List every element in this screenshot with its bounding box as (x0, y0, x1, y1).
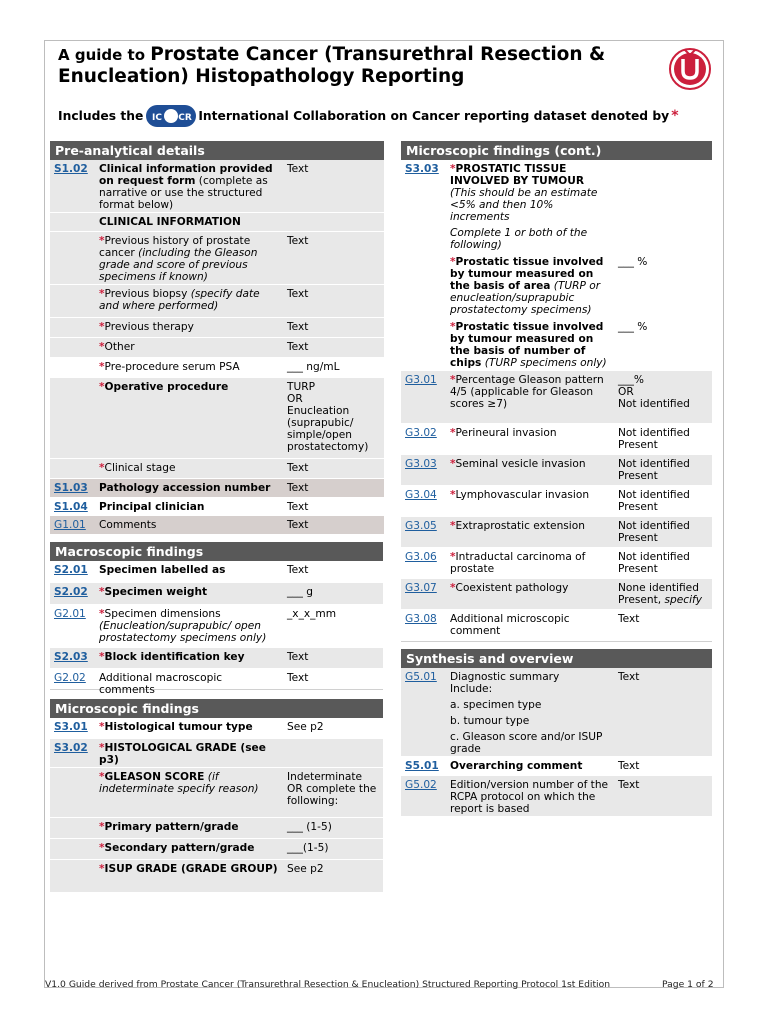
code-link[interactable]: G3.08 (405, 613, 437, 625)
includes-after: International Collaboration on Cancer reporting dataset denoted by (198, 109, 670, 123)
table-row (50, 479, 384, 498)
section-heading: Macroscopic findings (50, 542, 383, 561)
code-link[interactable]: G3.05 (405, 520, 437, 532)
value-line: Present (618, 470, 658, 482)
row-note: (if indeterminate specify reason) (99, 771, 259, 795)
row-value: Text (287, 321, 309, 333)
value-line: OR (618, 386, 634, 398)
row-label: Edition/version number of the RCPA protocol on which the report is based (450, 779, 609, 815)
code-link[interactable]: G3.07 (405, 582, 437, 594)
row-label: Seminal vesicle invasion (455, 458, 586, 470)
table-row (50, 160, 384, 213)
value-line: Indeterminate (287, 771, 363, 783)
row-note: (TURP specimens only) (481, 357, 607, 369)
code-link[interactable]: G5.01 (405, 671, 437, 683)
table-row: S3.01 *Histological tumour type See p2 (50, 718, 383, 739)
pre-analytical-section (50, 141, 384, 535)
code-link[interactable]: G3.02 (405, 427, 437, 439)
value-line: Not identified (618, 551, 690, 563)
page-title (58, 44, 648, 88)
table-row (401, 668, 712, 757)
table-row (50, 498, 384, 516)
row-value: Text (287, 519, 309, 531)
table-row: *Operative procedure TURP OR Enucleation (suprapubic/ simple/open prostatectomy) (50, 378, 384, 459)
row-note: (specify date and where performed) (99, 288, 260, 312)
code-link[interactable]: G2.01 (54, 608, 86, 620)
row-label: Other (104, 341, 135, 353)
value-line: Present, (618, 594, 665, 606)
row-value: Text (287, 235, 309, 247)
row-value: ___ % (618, 321, 648, 333)
row-value: Text (287, 288, 309, 300)
row-label: Previous therapy (104, 321, 194, 333)
row-value: ___ ng/mL (287, 361, 340, 373)
row-note: (Enucleation/suprapubic/ open prostatectomy specimens only) (99, 620, 267, 644)
row-note: Complete 1 or both of the following) (450, 227, 588, 251)
table-row: *Clinical stage Text (50, 459, 384, 479)
table-row: *Prostatic tissue involved by tumour measured on the basis of number of chips (TURP specimens only) ___ % (401, 318, 712, 371)
list-item: b. tumour type (450, 715, 530, 727)
row-value: ___ g (287, 586, 313, 598)
row-value: Text (287, 651, 309, 663)
value-line: Present (618, 563, 658, 575)
table-row: S2.03 *Block identification key Text (50, 648, 383, 669)
microscopic-cont-section (401, 141, 712, 642)
value-line: OR complete the following: (287, 783, 377, 807)
row-label: Prostatic tissue involved by tumour measured on the basis of area (450, 256, 604, 292)
code-link[interactable]: S5.01 (405, 760, 439, 772)
table-row: *Prostatic tissue involved by tumour measured on the basis of area (TURP or enucleation/suprapubic prostatectomy specimens) ___ % (401, 253, 712, 318)
row-label: Principal clinician (99, 501, 205, 513)
table-row: *Previous therapy Text (50, 318, 384, 338)
value-italic: specify (664, 594, 703, 606)
row-label: ISUP GRADE (GRADE GROUP) (104, 863, 278, 875)
row-value: _x_x_mm (287, 608, 337, 620)
row-note: (complete as narrative or use the structured format below) (99, 175, 268, 211)
row-label: Previous biopsy (104, 288, 188, 300)
row-label: Lymphovascular invasion (455, 489, 590, 501)
list-item: c. Gleason score and/or ISUP grade (450, 731, 603, 755)
row-label: Block identification key (104, 651, 245, 663)
row-label: Specimen weight (104, 586, 208, 598)
code-link[interactable]: G3.01 (405, 374, 437, 386)
required-star: * (671, 108, 679, 124)
table-row: *Secondary pattern/grade ___(1-5) (50, 839, 383, 860)
table-row: S2.02 *Specimen weight ___ g (50, 583, 383, 605)
row-note: (This should be an estimate <5% and then 10% increments (450, 187, 598, 223)
synthesis-section (401, 649, 712, 817)
row-label: Prostatic tissue involved by tumour measured on the basis of number of chips (450, 321, 604, 369)
code-link[interactable]: S2.03 (54, 651, 88, 663)
code-link[interactable]: G3.06 (405, 551, 437, 563)
value-line: Not identified (618, 458, 690, 470)
footer-page-number: Page 1 of 2 (662, 979, 714, 990)
table-row: G3.04 *Lymphovascular invasion Not identified Present (401, 486, 712, 517)
table-row (401, 776, 712, 817)
code-link[interactable]: S3.03 (405, 163, 439, 175)
value-line: Not identified (618, 489, 690, 501)
row-note: (TURP or enucleation/suprapubic prostatectomy specimens) (450, 280, 601, 316)
includes-before: Includes the (58, 109, 144, 123)
row-value: ___(1-5) (287, 842, 329, 854)
row-label: GLEASON SCORE (104, 771, 205, 783)
code-link[interactable]: G5.02 (405, 779, 437, 791)
row-value: ___ % (618, 256, 648, 268)
row-label: PROSTATIC TISSUE INVOLVED BY TUMOUR (450, 163, 585, 187)
iccr-logo-text-left: IC (152, 113, 163, 123)
code-link[interactable]: S3.01 (54, 721, 88, 733)
row-value: Text (287, 462, 309, 474)
table-row: *Pre-procedure serum PSA ___ ng/mL (50, 358, 384, 378)
value-line: TURP (287, 381, 315, 393)
row-value: Text (618, 671, 640, 683)
code-link[interactable]: S1.04 (54, 501, 88, 513)
iccr-logo (145, 103, 197, 129)
table-row (50, 213, 384, 232)
table-row: G3.05 *Extraprostatic extension Not identified Present (401, 517, 712, 548)
row-value: Text (287, 163, 309, 175)
row-label: Intraductal carcinoma of prostate (450, 551, 586, 575)
value-line: Enucleation (suprapubic/ simple/open prostatectomy) (287, 405, 369, 453)
iccr-note (58, 103, 679, 129)
code-link[interactable]: G3.03 (405, 458, 437, 470)
row-value: Text (618, 760, 640, 772)
row-value: Text (287, 672, 309, 684)
table-row: G3.07 *Coexistent pathology None identified Present, specify (401, 579, 712, 610)
code-link[interactable]: S1.03 (54, 482, 88, 494)
value-line: None identified (618, 582, 699, 594)
row-label: CLINICAL INFORMATION (99, 216, 241, 228)
footer-left: V1.0 Guide derived from Prostate Cancer (Transurethral Resection & Enucleation) Structured Reporting Protocol 1st Edition (45, 979, 611, 990)
table-row (50, 669, 383, 696)
table-row: *GLEASON SCORE (if indeterminate specify reason) Indeterminate OR complete the following: (50, 768, 383, 818)
value-line: OR (287, 393, 303, 405)
macroscopic-section (50, 542, 383, 696)
table-row: G3.02 *Perineural invasion Not identified Present (401, 424, 712, 455)
table-row (50, 516, 384, 535)
table-row: G3.03 *Seminal vesicle invasion Not identified Present (401, 455, 712, 486)
value-line: Not identified (618, 520, 690, 532)
row-label: Specimen labelled as (99, 564, 226, 576)
row-label: Coexistent pathology (455, 582, 569, 594)
row-label: Clinical stage (104, 462, 176, 474)
row-label: Histological tumour type (104, 721, 253, 733)
row-label: Pathology accession number (99, 482, 271, 494)
row-note: (including the Gleason grade and score of previous specimens if known) (99, 247, 258, 283)
table-row: *Other Text (50, 338, 384, 358)
code-link[interactable]: S2.01 (54, 564, 88, 576)
value-line: Present (618, 501, 658, 513)
microscopic-section (50, 699, 383, 893)
row-label: Previous history of prostate cancer (99, 235, 251, 259)
row-value: See p2 (287, 721, 324, 733)
row-label: Additional microscopic comment (450, 613, 570, 637)
table-row: *Primary pattern/grade ___ (1-5) (50, 818, 383, 839)
row-value: Text (618, 613, 640, 625)
value-line: ___% (618, 374, 644, 386)
value-line: Present (618, 532, 658, 544)
row-label: Specimen dimensions (104, 608, 221, 620)
row-value: Text (287, 482, 309, 494)
code-link[interactable]: S1.02 (54, 163, 88, 175)
row-label: Operative procedure (104, 381, 229, 393)
code-link[interactable]: G3.04 (405, 489, 437, 501)
table-row: S3.03 *PROSTATIC TISSUE INVOLVED BY TUMOUR (This should be an estimate <5% and then 10% increments Complete 1 or both of the following) (401, 160, 712, 253)
row-label: HISTOLOGICAL GRADE (see p3) (99, 742, 266, 766)
row-label: Pre-procedure serum PSA (104, 361, 240, 373)
row-label-include: Include: (450, 683, 493, 695)
code-link[interactable]: G1.01 (54, 519, 86, 531)
row-value: ___ (1-5) (287, 821, 332, 833)
table-row: *ISUP GRADE (GRADE GROUP) See p2 (50, 860, 383, 893)
iccr-logo-text-right: CR (178, 113, 193, 123)
row-label: Percentage Gleason pattern 4/5 (applicable for Gleason scores ≥7) (450, 374, 604, 410)
table-row: *Previous history of prostate cancer (including the Gleason grade and score of previous specimens if known) Text (50, 232, 384, 285)
value-line: Not identified (618, 398, 690, 410)
value-line: Present (618, 439, 658, 451)
title-main: Prostate Cancer (Transurethral Resection & Enucleation) Histopathology Reporting (58, 44, 606, 87)
row-label: Overarching comment (450, 760, 583, 772)
table-row (401, 757, 712, 776)
code-link[interactable]: S2.02 (54, 586, 88, 598)
row-label: Comments (99, 519, 157, 531)
row-value: Text (287, 341, 309, 353)
table-row: G3.01 *Percentage Gleason pattern 4/5 (applicable for Gleason scores ≥7) ___% OR Not identified (401, 371, 712, 424)
section-heading: Microscopic findings (50, 699, 383, 718)
title-prefix: A guide to (58, 46, 151, 64)
section-heading: Microscopic findings (cont.) (401, 141, 712, 160)
section-heading: Pre-analytical details (50, 141, 384, 160)
table-row (401, 610, 712, 642)
row-label: Clinical information provided on request form (99, 163, 273, 187)
code-link[interactable]: G2.02 (54, 672, 86, 684)
table-row: *Previous biopsy (specify date and where performed) Text (50, 285, 384, 318)
section-heading: Synthesis and overview (401, 649, 712, 668)
row-label: Primary pattern/grade (104, 821, 239, 833)
code-link[interactable]: S3.02 (54, 742, 88, 754)
row-value: Text (287, 501, 309, 513)
table-row: S3.02 *HISTOLOGICAL GRADE (see p3) (50, 739, 383, 768)
row-value: Text (618, 779, 640, 791)
row-value: See p2 (287, 863, 324, 875)
list-item: a. specimen type (450, 699, 542, 711)
value-line: Not identified (618, 427, 690, 439)
row-label: Perineural invasion (455, 427, 557, 439)
row-label: Diagnostic summary (450, 671, 560, 683)
table-row (50, 561, 383, 583)
table-row: G2.01 *Specimen dimensions (Enucleation/suprapubic/ open prostatectomy specimens only) _x_x_mm (50, 605, 383, 648)
row-label: Secondary pattern/grade (104, 842, 255, 854)
row-label: Extraprostatic extension (455, 520, 585, 532)
row-value: Text (287, 564, 309, 576)
row-label: Additional macroscopic comments (99, 672, 223, 696)
table-row: G3.06 *Intraductal carcinoma of prostate Not identified Present (401, 548, 712, 579)
rcpa-logo (668, 46, 712, 90)
